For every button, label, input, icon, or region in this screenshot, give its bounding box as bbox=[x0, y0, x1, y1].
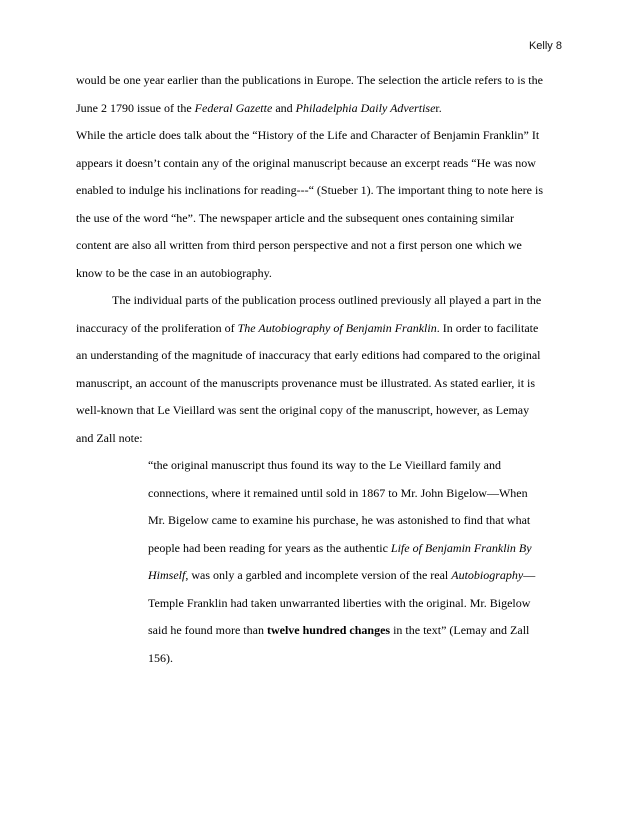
text-run: people had been reading for years as the authentic bbox=[148, 540, 391, 555]
text-line: enabled to indulge his inclinations for reading---“ (Stueber 1). The important thing to note here is bbox=[76, 183, 543, 197]
quote-line bbox=[148, 617, 568, 645]
book-title: The Autobiography of Benjamin Franklin bbox=[237, 320, 437, 335]
text-run: — bbox=[523, 568, 536, 582]
quote-line: 156). bbox=[148, 650, 173, 665]
publication-title: Federal Gazette bbox=[194, 100, 273, 115]
text-line: well-known that Le Vieillard was sent the original copy of the manuscript, however, as Lemay bbox=[76, 403, 530, 417]
quote-line: Mr. Bigelow came to examine his purchase, he was astonished to find that what bbox=[148, 513, 531, 527]
text-run: , was only a garbled and incomplete version of the real bbox=[185, 568, 452, 582]
text-line: would be one year earlier than the publications in Europe. The selection the article refers to is the bbox=[76, 73, 543, 87]
text-run: and bbox=[272, 100, 296, 115]
block-quote bbox=[76, 452, 568, 672]
text-line: content are also all written from third person perspective and not a first person one which we bbox=[76, 238, 522, 252]
text-line: and Zall note: bbox=[76, 430, 143, 445]
text-run: in the text” (Lemay and Zall bbox=[390, 623, 530, 637]
quote-line bbox=[148, 562, 568, 590]
text-line: manuscript, an account of the manuscripts provenance must be illustrated. As stated earlier, it is bbox=[76, 375, 536, 390]
text-run: r. bbox=[435, 100, 442, 115]
paragraph bbox=[76, 287, 568, 452]
running-header: Kelly 8 bbox=[528, 40, 562, 52]
text-run: said he found more than bbox=[148, 623, 267, 637]
body-text bbox=[76, 67, 568, 672]
text-run: . In order to facilitate bbox=[436, 320, 539, 335]
paragraph-continuation bbox=[76, 67, 568, 287]
text-line: the use of the word “he”. The newspaper article and the subsequent ones containing similar bbox=[76, 210, 514, 225]
text-line: While the article does talk about the “History of the Life and Character of Benjamin Franklin” It bbox=[76, 128, 540, 142]
quote-line bbox=[148, 535, 568, 563]
publication-title: Philadelphia Daily Advertise bbox=[295, 100, 436, 115]
text-line bbox=[76, 95, 568, 123]
book-title: Himself bbox=[148, 568, 186, 582]
quote-line: “the original manuscript thus found its way to the Le Vieillard family and bbox=[148, 458, 501, 472]
text-run: June 2 1790 issue of the bbox=[76, 100, 195, 115]
emphasized-text: twelve hundred changes bbox=[266, 623, 391, 637]
text-line: know to be the case in an autobiography. bbox=[76, 265, 272, 280]
text-line: The individual parts of the publication process outlined previously all played a part in the bbox=[112, 293, 542, 307]
quote-line: Temple Franklin had taken unwarranted liberties with the original. Mr. Bigelow bbox=[148, 595, 531, 610]
text-line: appears it doesn’t contain any of the original manuscript because an excerpt reads “He was now bbox=[76, 155, 536, 170]
text-line bbox=[76, 315, 568, 343]
book-title: Life of Benjamin Franklin By bbox=[390, 540, 532, 555]
quote-line: connections, where it remained until sold in 1867 to Mr. John Bigelow—When bbox=[148, 485, 528, 500]
text-line: an understanding of the magnitude of inaccuracy that early editions had compared to the original bbox=[76, 348, 541, 362]
text-run: inaccuracy of the proliferation of bbox=[76, 320, 238, 335]
book-title: Autobiography bbox=[451, 568, 524, 582]
